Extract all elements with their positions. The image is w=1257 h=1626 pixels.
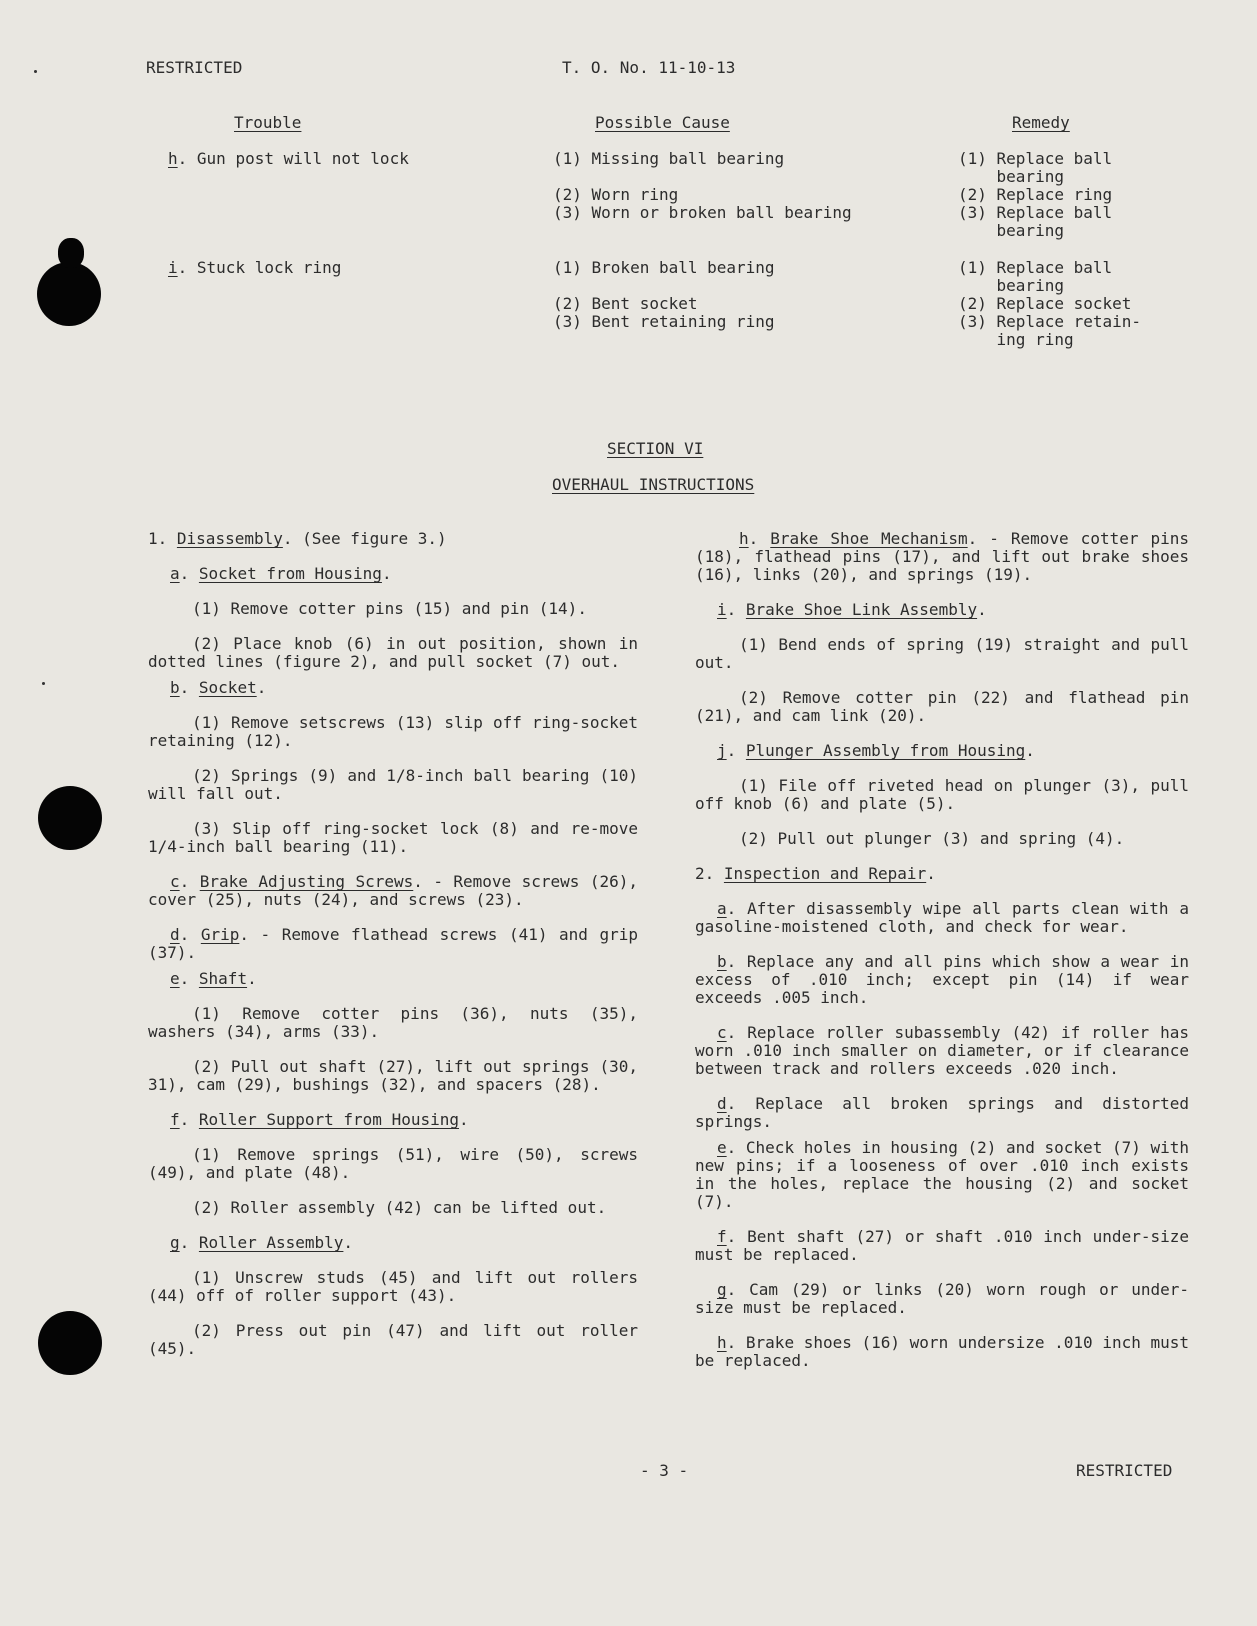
remedy-i-3b: ing ring [958,330,1074,349]
para-2g: g. Cam (29) or links (20) worn rough or under-size must be replaced. [695,1280,1189,1317]
cause-h-3: (3) Worn or broken ball bearing [553,203,852,222]
para-1b-1: (1) Remove setscrews (13) slip off ring-socket retaining (12). [148,713,638,750]
section-number: SECTION VI [607,439,704,458]
para-2d: d. Replace all broken springs and distorted springs. [695,1094,1189,1131]
header-restricted: RESTRICTED [146,58,243,77]
para-1a-2: (2) Place knob (6) in out position, shown in dotted lines (figure 2), and pull socket (7) out. [148,634,638,671]
binder-hole-top-tab [58,238,84,268]
para-1b-3: (3) Slip off ring-socket lock (8) and re-move 1/4-inch ball bearing (11). [148,819,638,856]
remedy-h-1b: bearing [958,167,1064,186]
trouble-h: h. Gun post will not lock [168,149,409,168]
para-1j-2: (2) Pull out plunger (3) and spring (4). [739,829,1125,848]
para-1j: j. Plunger Assembly from Housing. [717,741,1035,760]
remedy-h-1: (1) Replace ball [958,149,1113,168]
footer-restricted: RESTRICTED [1076,1461,1173,1480]
para-1f: f. Roller Support from Housing. [170,1110,469,1129]
binder-hole-bottom [38,1311,102,1375]
para-2f: f. Bent shaft (27) or shaft .010 inch under-size must be replaced. [695,1227,1189,1264]
speck [42,682,45,685]
section-title: OVERHAUL INSTRUCTIONS [552,475,755,494]
para-1i: i. Brake Shoe Link Assembly. [717,600,987,619]
binder-hole-top [37,262,101,326]
binder-hole-middle [38,786,102,850]
para-1b-2: (2) Springs (9) and 1/8-inch ball bearing (10) will fall out. [148,766,638,803]
para-2b: b. Replace any and all pins which show a wear in excess of .010 inch; except pin (14) if wear exceeds .005 inch. [695,952,1189,1007]
cause-i-2: (2) Bent socket [553,294,698,313]
trouble-i: i. Stuck lock ring [168,258,342,277]
para-1a: a. Socket from Housing. [170,564,392,583]
para-1i-1: (1) Bend ends of spring (19) straight and pull out. [695,635,1189,672]
para-2e: e. Check holes in housing (2) and socket (7) with new pins; if a looseness of over .010 inch exists in the holes, replace the housing (2) and socket (7). [695,1138,1190,1211]
para-1d: d. Grip. - Remove flathead screws (41) and grip (37). [148,925,638,962]
right-column [695,530,1189,1370]
para-1g-2: (2) Press out pin (47) and lift out roller (45). [148,1321,638,1358]
remedy-i-1: (1) Replace ball [958,258,1113,277]
para-1f-2: (2) Roller assembly (42) can be lifted out. [192,1198,607,1217]
para-1: 1. Disassembly. (See figure 3.) [148,529,447,548]
cause-h-1: (1) Missing ball bearing [553,149,785,168]
cause-i-1: (1) Broken ball bearing [553,258,775,277]
remedy-h-3: (3) Replace ball [958,203,1113,222]
cause-h-2: (2) Worn ring [553,185,679,204]
page-number: - 3 - [640,1461,689,1480]
para-1g: g. Roller Assembly. [170,1233,354,1252]
para-1i-2: (2) Remove cotter pin (22) and flathead pin (21), and cam link (20). [695,688,1189,725]
para-1b: b. Socket. [170,678,267,697]
para-1e: e. Shaft. [170,969,257,988]
para-2: 2. Inspection and Repair. [695,864,936,883]
remedy-h-3b: bearing [958,221,1064,240]
para-2a: a. After disassembly wipe all parts clean with a gasoline-moistened cloth, and check for wear. [695,899,1189,936]
col-header-remedy: Remedy [1012,113,1070,132]
header-tech-order: T. O. No. 11-10-13 [562,58,736,77]
para-1e-2: (2) Pull out shaft (27), lift out springs (30, 31), cam (29), bushings (32), and spacers (28). [148,1057,638,1094]
speck [34,70,37,73]
para-1e-1: (1) Remove cotter pins (36), nuts (35), washers (34), arms (33). [148,1004,638,1041]
para-1h: h. Brake Shoe Mechanism. - Remove cotter pins (18), flathead pins (17), and lift out brake shoes (16), links (20), and springs (19). [695,529,1189,584]
remedy-i-3: (3) Replace retain- [958,312,1142,331]
left-column [148,530,638,1358]
para-1f-1: (1) Remove springs (51), wire (50), screws (49), and plate (48). [148,1145,638,1182]
para-1a-1: (1) Remove cotter pins (15) and pin (14). [192,599,587,618]
col-header-trouble: Trouble [234,113,302,132]
cause-i-3: (3) Bent retaining ring [553,312,775,331]
para-2h: h. Brake shoes (16) worn undersize .010 inch must be replaced. [695,1333,1190,1370]
remedy-i-1b: bearing [958,276,1064,295]
para-2c: c. Replace roller subassembly (42) if roller has worn .010 inch smaller on diameter, or if clearance between track and rollers exceeds .020 inch. [695,1023,1189,1078]
col-header-possible-cause: Possible Cause [595,113,730,132]
remedy-i-2: (2) Replace socket [958,294,1132,313]
remedy-h-2: (2) Replace ring [958,185,1113,204]
para-1c: c. Brake Adjusting Screws. - Remove screws (26), cover (25), nuts (24), and screws (23). [148,872,639,909]
para-1j-1: (1) File off riveted head on plunger (3), pull off knob (6) and plate (5). [695,776,1189,813]
para-1g-1: (1) Unscrew studs (45) and lift out rollers (44) off of roller support (43). [148,1268,638,1305]
